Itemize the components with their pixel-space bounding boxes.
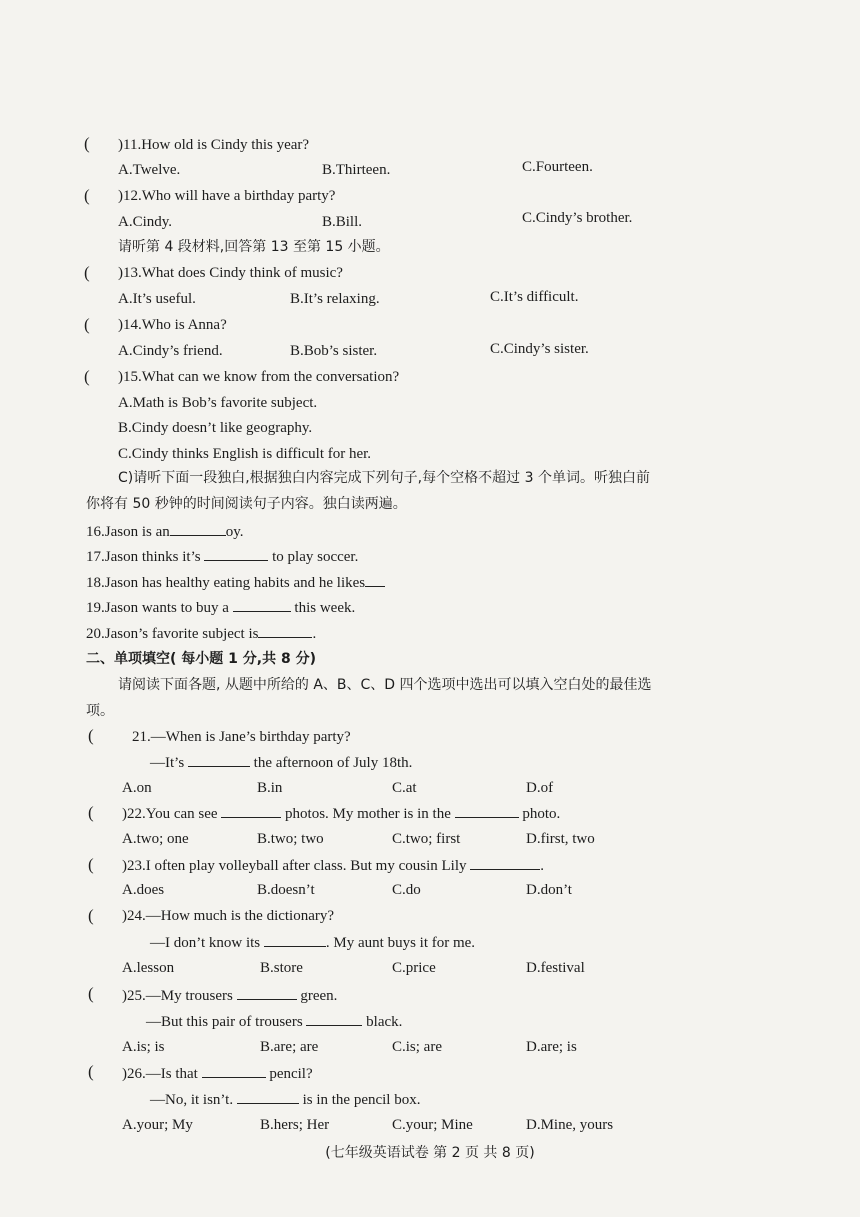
answer-paren[interactable]: ( xyxy=(88,1062,94,1081)
answer-blank[interactable] xyxy=(264,932,326,947)
section-two-instruction-1: 请阅读下面各题, 从题中所给的 A、B、C、D 四个选项中选出可以填入空白处的最佳选 xyxy=(118,677,652,693)
section-two-title: 二、单项填空( 每小题 1 分,共 8 分) xyxy=(86,651,316,667)
option-c: C.Cindy’s sister. xyxy=(490,341,589,357)
option-a: A.Cindy’s friend. xyxy=(118,343,223,359)
question-text: )23.I often play volleyball after class. But my cousin Lily xyxy=(122,858,467,874)
option-c: C.your; Mine xyxy=(392,1117,473,1133)
option-a: A.does xyxy=(122,882,165,898)
answer-paren[interactable]: ( xyxy=(84,263,90,282)
fill-item-17 xyxy=(86,546,358,567)
option-b: B.store xyxy=(260,960,303,976)
answer-blank[interactable] xyxy=(188,752,250,767)
answer-paren[interactable]: ( xyxy=(88,803,94,822)
option-b: B.It’s relaxing. xyxy=(290,291,380,307)
answer-blank[interactable] xyxy=(306,1011,362,1026)
question-text: is in the pencil box. xyxy=(302,1092,421,1108)
section-c-instruction-2: 你将有 50 秒钟的时间阅读句子内容。独白读两遍。 xyxy=(86,496,407,512)
question-stem: )24.—How much is the dictionary? xyxy=(122,908,335,924)
option-d: D.Mine, yours xyxy=(526,1117,614,1133)
question-line xyxy=(150,1089,420,1110)
question-text: the afternoon of July 18th. xyxy=(253,755,413,771)
question-text: —It’s xyxy=(150,755,185,771)
answer-paren[interactable]: ( xyxy=(88,984,94,1003)
answer-paren[interactable]: ( xyxy=(84,367,90,386)
question-stem: )14.Who is Anna? xyxy=(118,317,227,333)
fill-item-text: 19.Jason wants to buy a xyxy=(86,600,229,616)
option-c: C.at xyxy=(392,780,417,796)
fill-item-text: to play soccer. xyxy=(272,549,359,565)
fill-item-18 xyxy=(86,572,385,593)
answer-paren[interactable]: ( xyxy=(84,186,90,205)
question-line xyxy=(150,752,412,773)
answer-blank[interactable] xyxy=(470,855,540,870)
question-text: —But this pair of trousers xyxy=(146,1014,303,1030)
question-text: )26.—Is that xyxy=(122,1066,198,1082)
answer-paren[interactable]: ( xyxy=(88,855,94,874)
question-stem: )13.What does Cindy think of music? xyxy=(118,265,343,281)
option-c: C.do xyxy=(392,882,421,898)
option-b: B.Bob’s sister. xyxy=(290,343,378,359)
option-b: B.Bill. xyxy=(322,214,363,230)
option-a: A.two; one xyxy=(122,831,189,847)
answer-blank[interactable] xyxy=(455,803,519,818)
question-stem: 21.—When is Jane’s birthday party? xyxy=(132,729,351,745)
option-c: C.It’s difficult. xyxy=(490,289,579,305)
question-line xyxy=(146,1011,402,1032)
answer-blank[interactable] xyxy=(365,572,385,587)
option-a: A.It’s useful. xyxy=(118,291,196,307)
fill-item-text: . xyxy=(312,626,317,642)
option-b: B.doesn’t xyxy=(257,882,315,898)
answer-blank[interactable] xyxy=(233,597,291,612)
answer-paren[interactable]: ( xyxy=(84,134,90,153)
option-b: B.two; two xyxy=(257,831,324,847)
option-a: A.your; My xyxy=(122,1117,193,1133)
question-stem xyxy=(122,985,337,1006)
question-line xyxy=(150,932,475,953)
option-a: A.is; is xyxy=(122,1039,165,1055)
option-b: B.hers; Her xyxy=(260,1117,330,1133)
option-b: B.in xyxy=(257,780,283,796)
option-c: C.Cindy thinks English is difficult for her. xyxy=(118,446,372,462)
answer-blank[interactable] xyxy=(237,985,297,1000)
question-text: . My aunt buys it for me. xyxy=(325,935,476,951)
page-footer: (七年级英语试卷 第 2 页 共 8 页) xyxy=(325,1145,535,1161)
answer-paren[interactable]: ( xyxy=(88,726,94,745)
option-c: C.is; are xyxy=(392,1039,442,1055)
question-stem xyxy=(122,1063,313,1084)
option-c: C.two; first xyxy=(392,831,461,847)
fill-item-text: 20.Jason’s favorite subject is xyxy=(86,626,259,642)
option-d: D.festival xyxy=(526,960,585,976)
answer-paren[interactable]: ( xyxy=(84,315,90,334)
option-d: D.of xyxy=(526,780,554,796)
answer-blank[interactable] xyxy=(204,546,268,561)
option-c: C.price xyxy=(392,960,436,976)
option-d: D.first, two xyxy=(526,831,595,847)
question-text: . xyxy=(540,858,545,874)
section-two-instruction-2: 项。 xyxy=(86,703,114,719)
question-text: )22.You can see xyxy=(122,806,218,822)
option-a: A.on xyxy=(122,780,152,796)
option-b: B.Cindy doesn’t like geography. xyxy=(118,420,313,436)
fill-item-16 xyxy=(86,521,244,542)
answer-blank[interactable] xyxy=(170,521,226,536)
answer-blank[interactable] xyxy=(221,803,281,818)
option-c: C.Fourteen. xyxy=(522,159,593,175)
fill-item-text: 17.Jason thinks it’s xyxy=(86,549,201,565)
option-a: A.Cindy. xyxy=(118,214,173,230)
question-text: —No, it isn’t. xyxy=(150,1092,234,1108)
question-text: green. xyxy=(300,988,338,1004)
option-a: A.Math is Bob’s favorite subject. xyxy=(118,395,318,411)
question-text: )25.—My trousers xyxy=(122,988,233,1004)
fill-item-19 xyxy=(86,597,355,618)
question-stem: )11.How old is Cindy this year? xyxy=(118,137,310,153)
fill-item-20 xyxy=(86,623,316,644)
fill-item-text: 18.Jason has healthy eating habits and he likes xyxy=(86,575,366,591)
option-d: D.are; is xyxy=(526,1039,577,1055)
option-c: C.Cindy’s brother. xyxy=(522,210,633,226)
instruction-part4: 请听第 4 段材料,回答第 13 至第 15 小题。 xyxy=(118,239,390,255)
option-b: B.are; are xyxy=(260,1039,319,1055)
option-a: A.Twelve. xyxy=(118,162,181,178)
fill-item-text: 16.Jason is an xyxy=(86,524,170,540)
question-text: pencil? xyxy=(269,1066,313,1082)
question-text: photos. My mother is in the xyxy=(285,806,451,822)
question-text: photo. xyxy=(522,806,561,822)
option-d: D.don’t xyxy=(526,882,572,898)
question-text: black. xyxy=(366,1014,403,1030)
option-a: A.lesson xyxy=(122,960,175,976)
fill-item-text: this week. xyxy=(294,600,356,616)
option-b: B.Thirteen. xyxy=(322,162,391,178)
answer-blank[interactable] xyxy=(237,1089,299,1104)
question-stem xyxy=(122,803,560,824)
fill-item-text: oy. xyxy=(225,524,244,540)
question-stem: )15.What can we know from the conversation? xyxy=(118,369,400,385)
section-c-instruction-1: C)请听下面一段独白,根据独白内容完成下列句子,每个空格不超过 3 个单词。听独白前 xyxy=(118,470,650,486)
answer-blank[interactable] xyxy=(202,1063,266,1078)
question-stem: )12.Who will have a birthday party? xyxy=(118,188,336,204)
answer-blank[interactable] xyxy=(258,623,312,638)
answer-paren[interactable]: ( xyxy=(88,906,94,925)
question-text: —I don’t know its xyxy=(150,935,261,951)
question-stem xyxy=(122,855,544,876)
